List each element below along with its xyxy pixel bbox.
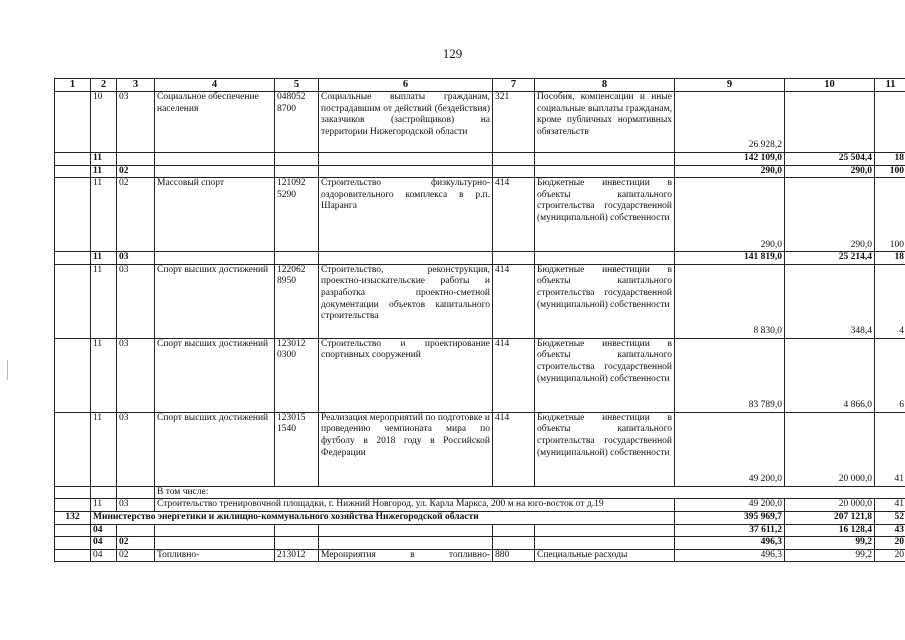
cell-plan: 290,0 (675, 178, 785, 252)
cell (155, 252, 275, 265)
cell-plan: 83 789,0 (675, 338, 785, 412)
cell (155, 153, 275, 166)
cell (91, 486, 117, 499)
header-cell: 9 (675, 79, 785, 92)
cell (493, 252, 535, 265)
cell-section: 11 (91, 338, 117, 412)
cell-ministry-code: 132 (55, 511, 91, 524)
cell (155, 165, 275, 178)
cell-fact: 4 866,0 (785, 338, 875, 412)
budget-table (54, 78, 905, 562)
cell-section: 04 (91, 537, 117, 550)
cell-section: 11 (91, 178, 117, 252)
cell (55, 338, 91, 412)
cell-type: 414 (493, 264, 535, 338)
cell-section: 11 (91, 165, 117, 178)
cell (55, 499, 91, 512)
cell-fact: 290,0 (785, 165, 875, 178)
table-row (55, 252, 905, 265)
cell-plan: 49 200,0 (675, 412, 785, 486)
cell-fact: 207 121,8 (785, 511, 875, 524)
header-cell: 8 (535, 79, 675, 92)
header-cell: 6 (319, 79, 493, 92)
cell-fact: 20 000,0 (785, 499, 875, 512)
cell (493, 537, 535, 550)
cell (275, 537, 319, 550)
cell-section: 11 (91, 412, 117, 486)
cell (55, 549, 91, 562)
cell-subsection: 03 (117, 264, 155, 338)
cell-object-name: Строительство тренировочной площадки, г. Нижний Новгород, ул. Карла Маркса, 200 м на юго-восток от д.19 (155, 499, 675, 512)
cell-description: Социальные выплаты гражданам, пострадавшим от действий (бездействия) заказчиков (застройщиков) на территории Нижегородской области (319, 92, 493, 153)
cell (155, 537, 275, 550)
cell-subsection: 03 (117, 92, 155, 153)
cell-section: 10 (91, 92, 117, 153)
cell-type: 414 (493, 178, 535, 252)
cell-type: 414 (493, 412, 535, 486)
cell-plan: 37 611,2 (675, 524, 785, 537)
cell-fact: 25 504,4 (785, 153, 875, 166)
table-row (55, 264, 905, 338)
header-row (55, 79, 905, 92)
table-row (55, 165, 905, 178)
cell-type: 880 (493, 549, 535, 562)
cell-plan: 141 819,0 (675, 252, 785, 265)
cell (319, 252, 493, 265)
cell-name: Социальное обеспечение населения (155, 92, 275, 153)
cell-subsection (117, 153, 155, 166)
table-row (55, 178, 905, 252)
cell-percent: 41 (875, 412, 905, 486)
cell-subsection: 02 (117, 549, 155, 562)
cell (535, 537, 675, 550)
header-cell: 2 (91, 79, 117, 92)
cell-section: 11 (91, 499, 117, 512)
cell-subsection: 03 (117, 338, 155, 412)
cell-section: 04 (91, 524, 117, 537)
cell (319, 153, 493, 166)
cell-section: 11 (91, 264, 117, 338)
cell-plan: 142 109,0 (675, 153, 785, 166)
table-row (55, 524, 905, 537)
table-row (55, 412, 905, 486)
cell-subsection: 02 (117, 537, 155, 550)
cell-code: 122062 8950 (275, 264, 319, 338)
cell (117, 486, 155, 499)
table-row (55, 537, 905, 550)
header-cell: 3 (117, 79, 155, 92)
cell-fact: 348,4 (785, 264, 875, 338)
page-number: 129 (442, 46, 463, 61)
cell-fact: 25 214,4 (785, 252, 875, 265)
cell-fact: 290,0 (785, 178, 875, 252)
cell-plan: 49 200,0 (675, 499, 785, 512)
cell-subsection: 02 (117, 178, 155, 252)
cell-code: 048052 8700 (275, 92, 319, 153)
cell-description: Строительство и проектирование спортивных сооружений (319, 338, 493, 412)
cell-type-name: Бюджетные инвестиции в объекты капитального строительства государственной (муниципальной) собственности (535, 178, 675, 252)
cell-type-name: Бюджетные инвестиции в объекты капитального строительства государственной (муниципальной) собственности (535, 264, 675, 338)
cell-type-name: Пособия, компенсации и иные социальные выплаты гражданам, кроме публичных нормативных обязательств (535, 92, 675, 153)
cell-name: Спорт высших достижений (155, 264, 275, 338)
cell-subsection: 03 (117, 252, 155, 265)
cell-name: Массовый спорт (155, 178, 275, 252)
cell (275, 524, 319, 537)
cell-percent: 20 (875, 537, 905, 550)
cell (535, 165, 675, 178)
cell-percent: 43 (875, 524, 905, 537)
cell (55, 537, 91, 550)
cell-section: 04 (91, 549, 117, 562)
cell-code: 213012 (275, 549, 319, 562)
cell-type-name: Бюджетные инвестиции в объекты капитального строительства государственной (муниципальной) собственности (535, 338, 675, 412)
cell-percent: 18 (875, 153, 905, 166)
cell (55, 264, 91, 338)
cell-section: 11 (91, 153, 117, 166)
cell-fact (785, 92, 875, 153)
cell-type: 321 (493, 92, 535, 153)
cell-name: Спорт высших достижений (155, 412, 275, 486)
cell-including-label: В том числе: (155, 486, 905, 499)
cell-type-name: Бюджетные инвестиции в объекты капитального строительства государственной (муниципальной) собственности (535, 412, 675, 486)
cell-description: Строительство, реконструкция, проектно-изыскательские работы и разработка проектно-сметной документации объектов капитального строительства (319, 264, 493, 338)
cell-name: Топливно- (155, 549, 275, 562)
cell (55, 412, 91, 486)
header-cell: 10 (785, 79, 875, 92)
header-cell: 1 (55, 79, 91, 92)
cell-subsection: 03 (117, 412, 155, 486)
cell (275, 252, 319, 265)
cell-plan: 395 969,7 (675, 511, 785, 524)
table-row (55, 499, 905, 512)
cell-fact: 20 000,0 (785, 412, 875, 486)
table-row (55, 153, 905, 166)
cell-ministry-name: Министерство энергетики и жилищно-коммунального хозяйства Нижегородской области (91, 511, 675, 524)
cell (117, 524, 155, 537)
cell-percent: 100 (875, 165, 905, 178)
cell (155, 524, 275, 537)
header-cell: 4 (155, 79, 275, 92)
cell (493, 524, 535, 537)
table-row (55, 92, 905, 153)
cell (535, 153, 675, 166)
cell-description: Реализация мероприятий по подготовке и проведению чемпионата мира по футболу в 2018 году в Российской Федерации (319, 412, 493, 486)
table-row (55, 549, 905, 562)
cell-fact: 99,2 (785, 537, 875, 550)
cell-percent: 100 (875, 178, 905, 252)
cell-percent (875, 92, 905, 153)
cell-section: 11 (91, 252, 117, 265)
cell (275, 165, 319, 178)
cell (55, 153, 91, 166)
header-cell: 5 (275, 79, 319, 92)
cell-plan: 8 830,0 (675, 264, 785, 338)
cell-percent: 52 (875, 511, 905, 524)
cell-fact: 16 128,4 (785, 524, 875, 537)
cell-name: Спорт высших достижений (155, 338, 275, 412)
header-cell: 7 (493, 79, 535, 92)
cell-subsection: 02 (117, 165, 155, 178)
cell (319, 524, 493, 537)
cell (275, 153, 319, 166)
cell-plan: 496,3 (675, 549, 785, 562)
cell-percent: 18 (875, 252, 905, 265)
table-row (55, 338, 905, 412)
table-row (55, 486, 905, 499)
cell-percent: 20 (875, 549, 905, 562)
cell (493, 153, 535, 166)
cell (55, 92, 91, 153)
cell-description: Мероприятия в топливно- (319, 549, 493, 562)
cell (55, 524, 91, 537)
cell-plan: 290,0 (675, 165, 785, 178)
cell-percent: 41 (875, 499, 905, 512)
cell-code: 123012 0300 (275, 338, 319, 412)
cell-type-name: Специальные расходы (535, 549, 675, 562)
cell (535, 252, 675, 265)
cell (319, 165, 493, 178)
cell (55, 252, 91, 265)
cell-description: Строительство физкультурно-оздоровительного комплекса в р.п. Шаранга (319, 178, 493, 252)
cell (319, 537, 493, 550)
cell-percent: 4 (875, 264, 905, 338)
table-row (55, 511, 905, 524)
header-cell: 11 (875, 79, 905, 92)
cell-code: 123015 1540 (275, 412, 319, 486)
cell-subsection: 03 (117, 499, 155, 512)
cell-fact: 99,2 (785, 549, 875, 562)
cell (535, 524, 675, 537)
cell (55, 486, 91, 499)
cell-plan: 26 928,2 (675, 92, 785, 153)
cell (55, 178, 91, 252)
cell (55, 165, 91, 178)
cell (493, 165, 535, 178)
cell-plan: 496,3 (675, 537, 785, 550)
margin-mark (7, 360, 8, 380)
cell-type: 414 (493, 338, 535, 412)
cell-percent: 6 (875, 338, 905, 412)
cell-code: 121092 5290 (275, 178, 319, 252)
